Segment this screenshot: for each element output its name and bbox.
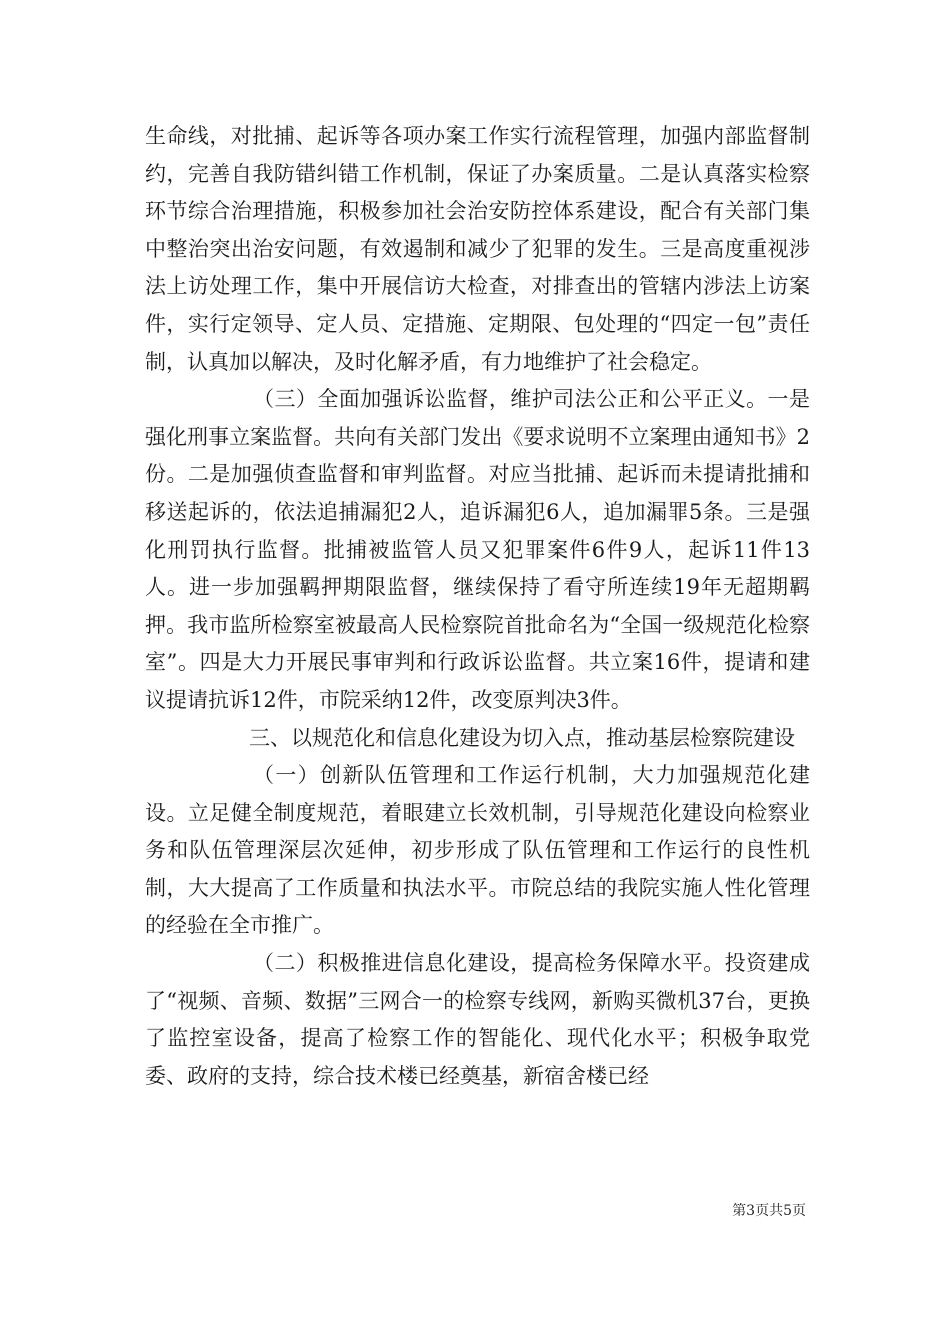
page-number: 第3页共5页 (732, 1203, 806, 1219)
document-body (145, 118, 810, 1095)
paragraph-continuation: 生命线，对批捕、起诉等各项办案工作实行流程管理，加强内部监督制约，完善自我防错纠错工作机制，保证了办案质量。二是认真落实检察环节综合治理措施，积极参加社会治安防控体系建设，配合有关部门集中整治突出治安问题，有效遏制和减少了犯罪的发生。三是高度重视涉法上访处理工作，集中开展信访大检查，对排查出的管辖内涉法上访案件，实行定领导、定人员、定措施、定期限、包处理的“四定一包”责任制，认真加以解决，及时化解矛盾，有力地维护了社会稳定。 (145, 124, 810, 374)
paragraph-litigation-supervision: （三）全面加强诉讼监督，维护司法公正和公平正义。一是强化刑事立案监督。共向有关部门发出《要求说明不立案理由通知书》2份。二是加强侦查监督和审判监督。对应当批捕、起诉而未提请批捕和移送起诉的，依法追捕漏犯2人，追诉漏犯6人，追加漏罪5条。三是强化刑罚执行监督。批捕被监管人员又犯罪案件6件9人，起诉11件13人。进一步加强羁押期限监督，继续保持了看守所连续19年无超期羁押。我市监所检察室被最高人民检察院首批命名为“全国一级规范化检察室”。四是大力开展民事审判和行政诉讼监督。共立案16件，提请和建议提请抗诉12件，市院采纳12件，改变原判决3件。 (145, 387, 810, 712)
paragraph-standardization: （一）创新队伍管理和工作运行机制，大力加强规范化建设。立足健全制度规范，着眼建立长效机制，引导规范化建设向检察业务和队伍管理深层次延伸，初步形成了队伍管理和工作运行的良性机制，大大提高了工作质量和执法水平。市院总结的我院实施人性化管理的经验在全市推广。 (145, 763, 810, 938)
section-heading-three: 三、以规范化和信息化建设为切入点，推动基层检察院建设 (249, 725, 795, 750)
paragraph-informatization: （二）积极推进信息化建设，提高检务保障水平。投资建成了“视频、音频、数据”三网合一的检察专线网，新购买微机37台，更换了监控室设备，提高了检察工作的智能化、现代化水平；积极争取党委、政府的支持，综合技术楼已经奠基，新宿舍楼已经 (145, 951, 810, 1088)
